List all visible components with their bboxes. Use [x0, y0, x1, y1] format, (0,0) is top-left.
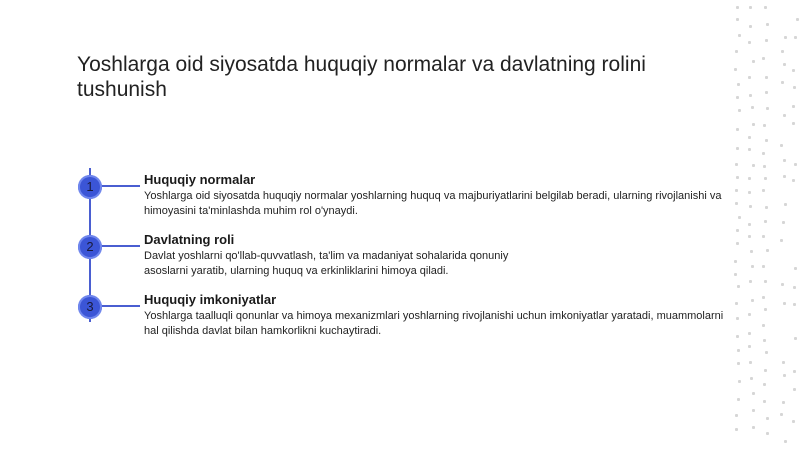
slide-title: Yoshlarga oid siyosatda huquqiy normalar va davlatning rolini tushunish [77, 53, 646, 101]
decorative-dot [748, 345, 751, 348]
decorative-dot [736, 335, 739, 338]
decorative-dot [762, 152, 765, 155]
decorative-dot [752, 392, 755, 395]
decorative-dot [762, 265, 765, 268]
decorative-dot [782, 361, 785, 364]
decorative-dot [763, 339, 766, 342]
decorative-dot [750, 250, 753, 253]
decorative-dot [749, 280, 752, 283]
decorative-dot [784, 440, 787, 443]
decorative-dot [748, 191, 751, 194]
step-heading: Huquqiy imkoniyatlar [144, 292, 277, 307]
decorative-dot [766, 249, 769, 252]
decorative-dot [793, 303, 796, 306]
decorative-dot [752, 60, 755, 63]
decorative-dot [764, 308, 767, 311]
decorative-dot [763, 165, 766, 168]
decorative-dot [765, 351, 768, 354]
decorative-dot [738, 109, 741, 112]
decorative-dot [784, 203, 787, 206]
decorative-dot [794, 163, 797, 166]
decorative-dot [793, 286, 796, 289]
decorative-dot [793, 86, 796, 89]
decorative-dot-pattern [730, 0, 800, 449]
step-description: Davlat yoshlarni qo'llab-quvvatlash, ta'lim va madaniyat sohalarida qonuniy asoslarni yaratib, ularning huquq va erkinliklarini himoya qiladi. [144, 250, 509, 277]
decorative-dot [780, 239, 783, 242]
decorative-dot [752, 426, 755, 429]
decorative-dot [796, 18, 799, 21]
decorative-dot [783, 175, 786, 178]
decorative-dot [735, 428, 738, 431]
decorative-dot [762, 296, 765, 299]
decorative-dot [737, 398, 740, 401]
decorative-dot [762, 235, 765, 238]
decorative-dot [793, 388, 796, 391]
decorative-dot [737, 362, 740, 365]
decorative-dot [780, 144, 783, 147]
step-number-badge: 3 [78, 295, 102, 319]
decorative-dot [737, 83, 740, 86]
decorative-dot [735, 163, 738, 166]
decorative-dot [736, 147, 739, 150]
decorative-dot [762, 324, 765, 327]
decorative-dot [736, 176, 739, 179]
decorative-dot [794, 337, 797, 340]
step-number-badge: 1 [78, 175, 102, 199]
decorative-dot [735, 202, 738, 205]
decorative-dot [748, 235, 751, 238]
decorative-dot [765, 206, 768, 209]
decorative-dot [737, 285, 740, 288]
decorative-dot [752, 123, 755, 126]
decorative-dot [783, 374, 786, 377]
decorative-dot [764, 6, 767, 9]
decorative-dot [794, 36, 797, 39]
decorative-dot [736, 317, 739, 320]
decorative-dot [765, 76, 768, 79]
decorative-dot [764, 369, 767, 372]
decorative-dot [749, 205, 752, 208]
decorative-dot [762, 57, 765, 60]
decorative-dot [749, 361, 752, 364]
decorative-dot [748, 313, 751, 316]
decorative-dot [764, 280, 767, 283]
decorative-dot [752, 164, 755, 167]
decorative-dot [748, 223, 751, 226]
decorative-dot [748, 148, 751, 151]
decorative-dot [765, 39, 768, 42]
decorative-dot [765, 139, 768, 142]
decorative-dot [782, 401, 785, 404]
decorative-dot [734, 273, 737, 276]
decorative-dot [736, 96, 739, 99]
decorative-dot [763, 124, 766, 127]
decorative-dot [751, 265, 754, 268]
decorative-dot [735, 302, 738, 305]
decorative-dot [766, 417, 769, 420]
decorative-dot [783, 63, 786, 66]
decorative-dot [751, 299, 754, 302]
step-connector [102, 185, 140, 187]
step-heading: Davlatning roli [144, 232, 235, 247]
decorative-dot [765, 91, 768, 94]
decorative-dot [781, 283, 784, 286]
decorative-dot [784, 36, 787, 39]
decorative-dot [736, 242, 739, 245]
decorative-dot [763, 383, 766, 386]
decorative-dot [783, 159, 786, 162]
decorative-dot [736, 128, 739, 131]
decorative-dot [734, 68, 737, 71]
decorative-dot [749, 6, 752, 9]
decorative-dot [737, 349, 740, 352]
decorative-dot [764, 220, 767, 223]
decorative-dot [738, 34, 741, 37]
decorative-dot [792, 179, 795, 182]
decorative-dot [766, 107, 769, 110]
step-connector [102, 245, 140, 247]
decorative-dot [738, 216, 741, 219]
decorative-dot [749, 94, 752, 97]
decorative-dot [766, 432, 769, 435]
decorative-dot [783, 114, 786, 117]
step-number-badge: 2 [78, 235, 102, 259]
decorative-dot [792, 122, 795, 125]
decorative-dot [781, 81, 784, 84]
decorative-dot [736, 18, 739, 21]
decorative-dot [752, 409, 755, 412]
decorative-dot [736, 229, 739, 232]
decorative-dot [750, 377, 753, 380]
decorative-dot [738, 380, 741, 383]
decorative-dot [735, 189, 738, 192]
decorative-dot [793, 370, 796, 373]
decorative-dot [763, 400, 766, 403]
decorative-dot [748, 136, 751, 139]
decorative-dot [748, 177, 751, 180]
decorative-dot [782, 221, 785, 224]
step-description: Yoshlarga taalluqli qonunlar va himoya mexanizmlari yoshlarning rivojlanishi uchun imkoniyatlar yaratadi, muammolarni hal qilishda davlat bilan hamkorlikni kuchaytiradi. [144, 310, 724, 337]
decorative-dot [735, 414, 738, 417]
decorative-dot [748, 332, 751, 335]
decorative-dot [792, 69, 795, 72]
decorative-dot [792, 105, 795, 108]
decorative-dot [748, 41, 751, 44]
decorative-dot [751, 106, 754, 109]
decorative-dot [748, 76, 751, 79]
decorative-dot [734, 260, 737, 263]
step-connector [102, 305, 140, 307]
decorative-dot [783, 302, 786, 305]
decorative-dot [735, 50, 738, 53]
decorative-dot [762, 189, 765, 192]
decorative-dot [792, 420, 795, 423]
decorative-dot [749, 25, 752, 28]
decorative-dot [780, 413, 783, 416]
step-heading: Huquqiy normalar [144, 172, 256, 187]
step-description: Yoshlarga oid siyosatda huquqiy normalar yoshlarning huquq va majburiyatlarini belgilab beradi, ularning rivojlanishi va himoyasini ta'minlashda muhim rol o'ynaydi. [144, 190, 722, 217]
decorative-dot [781, 50, 784, 53]
decorative-dot [794, 267, 797, 270]
decorative-dot [764, 177, 767, 180]
decorative-dot [736, 6, 739, 9]
decorative-dot [766, 23, 769, 26]
